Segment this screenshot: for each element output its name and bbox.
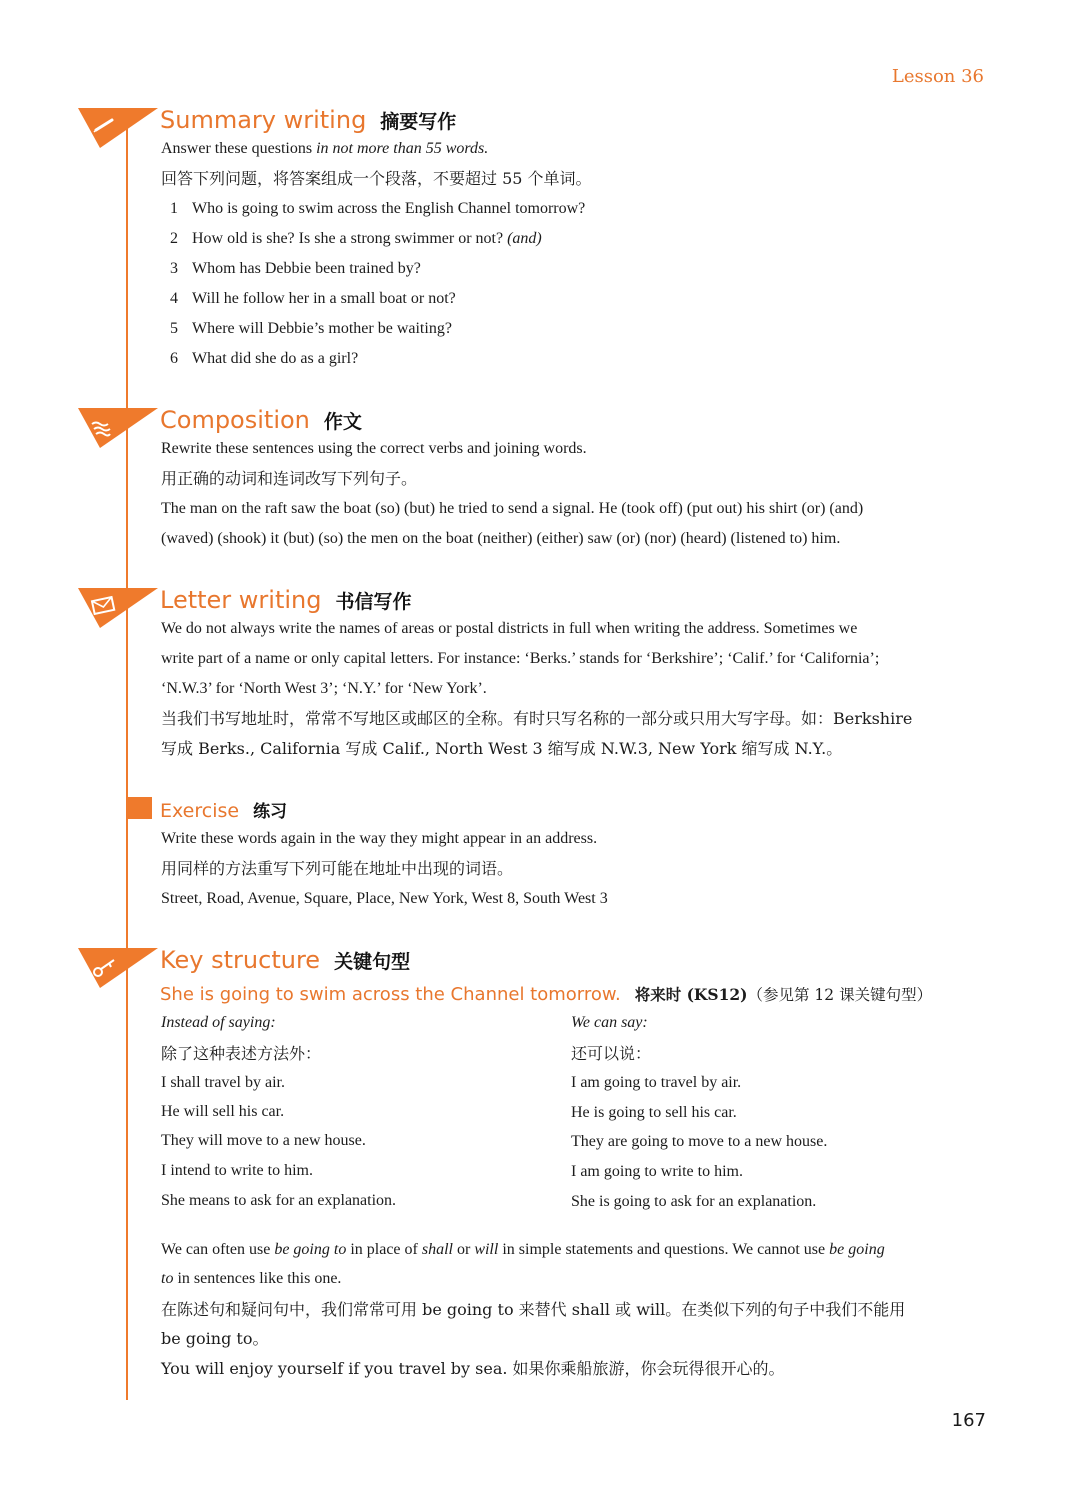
exercise-heading <box>160 797 287 822</box>
summary-title: Summary writing <box>160 106 367 134</box>
left-example: I intend to write to him. <box>161 1162 313 1179</box>
summary-instructions <box>161 138 488 160</box>
key-subtitle-code: 将来时 (KS12) <box>634 985 748 1004</box>
composition-title: Composition <box>160 406 310 434</box>
right-example: He is going to sell his car. <box>571 1104 737 1121</box>
right-example: I am going to write to him. <box>571 1163 743 1180</box>
note-italic: be going <box>829 1241 885 1258</box>
composition-text-line: (waved) (shook) it (but) (so) the men on the boat (neither) (either) saw (or) (nor) (heard) (listened to) him. <box>161 530 841 547</box>
envelope-icon <box>78 588 158 636</box>
left-column-heading-text: Instead of saying: <box>161 1014 276 1031</box>
waves-icon <box>78 408 158 456</box>
left-example: She means to ask for an explanation. <box>161 1192 397 1209</box>
question-5 <box>170 318 452 340</box>
key-note-line <box>161 1268 341 1290</box>
summary-title-zh: 摘要写作 <box>380 111 457 133</box>
question-6 <box>170 348 358 370</box>
note-italic: will <box>474 1241 499 1258</box>
key-title: Key structure <box>160 946 321 974</box>
key-heading <box>160 946 410 974</box>
letter-paragraph-line: write part of a name or only capital letters. For instance: ‘Berks.’ stands for ‘Berkshire’; ‘Calif.’ for ‘California’; <box>161 650 880 667</box>
key-subtitle-ref: （参见第 12 课关键句型） <box>747 986 933 1004</box>
note-italic: to <box>161 1270 174 1287</box>
letter-paragraph-zh: 当我们书写地址时，常常不写地区或邮区的全称。有时只写名称的一部分或只用大写字母。如：Berkshire <box>161 709 913 728</box>
question-text: Will he follow her in a small boat or not? <box>192 290 456 307</box>
key-icon <box>78 948 158 996</box>
note-text: in sentences like this one. <box>173 1270 342 1287</box>
left-example: They will move to a new house. <box>161 1132 366 1149</box>
question-1 <box>170 198 585 220</box>
note-text: or <box>452 1241 475 1258</box>
question-text: Who is going to swim across the English Channel tomorrow? <box>192 200 586 217</box>
letter-heading <box>160 586 412 614</box>
right-column-heading-zh: 还可以说： <box>571 1044 652 1063</box>
question-number: 1 <box>170 200 178 217</box>
letter-title: Letter writing <box>160 586 322 614</box>
exercise-title-zh: 练习 <box>253 802 288 822</box>
summary-instr-text: Answer these questions <box>161 140 317 157</box>
note-text: in simple statements and questions. We cannot use <box>498 1241 830 1258</box>
exercise-instructions-zh: 用同样的方法重写下列可能在地址中出现的词语。 <box>161 859 514 878</box>
key-note-line <box>161 1239 885 1261</box>
page-number: 167 <box>951 1410 986 1431</box>
composition-instructions: Rewrite these sentences using the correct verbs and joining words. <box>161 440 587 457</box>
key-note-zh: be going to。 <box>161 1329 269 1348</box>
key-note-zh: 在陈述句和疑问句中，我们常常可用 be going to 来替代 shall 或 will。在类似下列的句子中我们不能用 <box>161 1300 906 1319</box>
composition-instructions-zh: 用正确的动词和连词改写下列句子。 <box>161 469 418 488</box>
question-text: Where will Debbie’s mother be waiting? <box>192 320 452 337</box>
note-text: We can often use <box>161 1241 275 1258</box>
summary-instr-italic: in not more than 55 words. <box>316 140 489 157</box>
letter-paragraph-line: ‘N.W.3’ for ‘North West 3’; ‘N.Y.’ for ‘New York’. <box>161 680 487 697</box>
exercise-marker <box>128 797 152 819</box>
question-number: 3 <box>170 260 178 277</box>
note-italic: shall <box>421 1241 453 1258</box>
right-example: They are going to move to a new house. <box>571 1133 828 1150</box>
question-number: 4 <box>170 290 178 307</box>
question-number: 6 <box>170 350 178 367</box>
exercise-instructions: Write these words again in the way they might appear in an address. <box>161 830 598 847</box>
letter-paragraph-line: We do not always write the names of areas or postal districts in full when writing the address. Sometimes we <box>161 620 858 637</box>
question-number: 5 <box>170 320 178 337</box>
left-column-heading <box>161 1014 276 1032</box>
right-column-heading-text: We can say: <box>571 1014 648 1031</box>
pencil-icon <box>78 108 158 156</box>
question-3 <box>170 258 421 280</box>
right-column-heading <box>571 1014 648 1032</box>
margin-rule <box>126 112 128 1400</box>
left-example: He will sell his car. <box>161 1103 285 1120</box>
question-number: 2 <box>170 230 178 247</box>
composition-title-zh: 作文 <box>323 411 362 433</box>
key-title-zh: 关键句型 <box>334 951 411 973</box>
question-hint: (and) <box>507 230 542 247</box>
key-example: You will enjoy yourself if you travel by sea. 如果你乘船旅游，你会玩得很开心的。 <box>161 1359 785 1378</box>
left-example: I shall travel by air. <box>161 1074 285 1091</box>
key-subtitle <box>160 983 932 1005</box>
note-text: in place of <box>346 1241 422 1258</box>
right-example: I am going to travel by air. <box>571 1074 742 1091</box>
question-text: What did she do as a girl? <box>192 350 359 367</box>
left-column-heading-zh: 除了这种表述方法外： <box>161 1044 322 1063</box>
summary-instructions-zh: 回答下列问题，将答案组成一个段落，不要超过 55 个单词。 <box>161 169 592 188</box>
question-text: Whom has Debbie been trained by? <box>192 260 421 277</box>
summary-heading <box>160 106 456 134</box>
question-2 <box>170 228 542 250</box>
lesson-label: Lesson 36 <box>891 66 984 87</box>
question-text: How old is she? Is she a strong swimmer or not? <box>192 230 508 247</box>
key-subtitle-zh <box>635 986 932 1004</box>
composition-heading <box>160 406 362 434</box>
note-italic: be going to <box>274 1241 347 1258</box>
exercise-words: Street, Road, Avenue, Square, Place, New York, West 8, South West 3 <box>161 890 608 907</box>
key-subtitle-en: She is going to swim across the Channel tomorrow. <box>160 984 621 1005</box>
composition-text-line: The man on the raft saw the boat (so) (but) he tried to send a signal. He (took off) (put out) his shirt (or) (and) <box>161 500 864 517</box>
right-example: She is going to ask for an explanation. <box>571 1193 817 1210</box>
letter-paragraph-zh: 写成 Berks., California 写成 Calif., North West 3 缩写成 N.W.3, New York 缩写成 N.Y.。 <box>161 739 843 758</box>
exercise-title: Exercise <box>160 800 240 822</box>
letter-title-zh: 书信写作 <box>335 591 412 613</box>
question-4 <box>170 288 456 310</box>
